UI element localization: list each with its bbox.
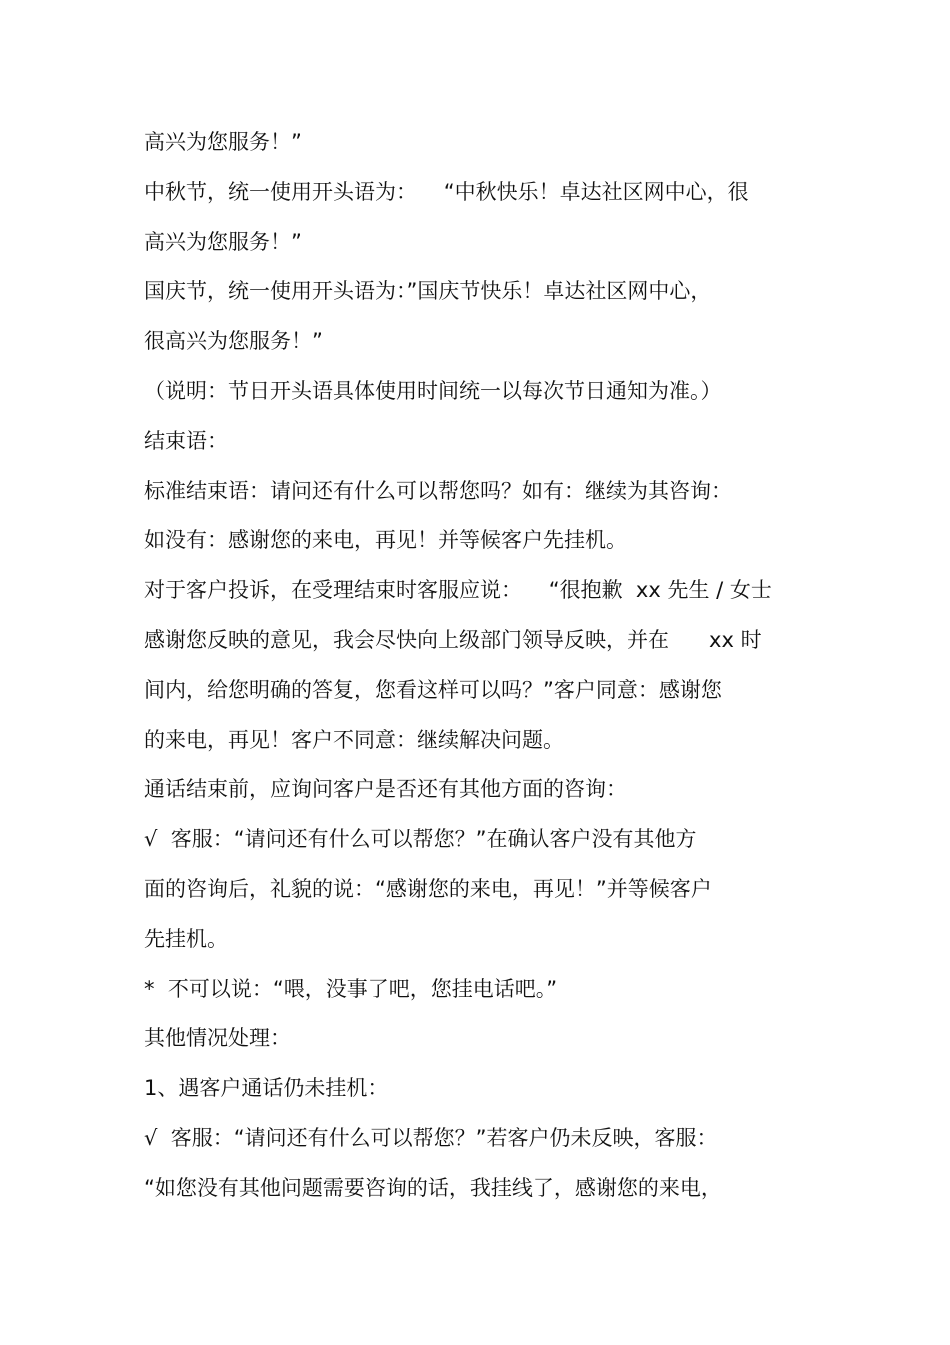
text-line: 的来电，再见！客户不同意：继续解决问题。 — [144, 727, 564, 752]
text-line: 感谢您反映的意见，我会尽快向上级部门领导反映，并在 xx 时 — [144, 627, 762, 652]
text-line: 间内，给您明确的答复，您看这样可以吗？”客户同意：感谢您 — [144, 677, 722, 702]
text-line: 标准结束语：请问还有什么可以帮您吗？如有：继续为其咨询： — [144, 478, 732, 503]
section-heading: 结束语： — [144, 428, 228, 453]
text-line: 高兴为您服务！” — [144, 130, 302, 154]
checkmark-line: √ 客服：“请问还有什么可以帮您？”在确认客户没有其他方 — [144, 827, 697, 852]
text-line: 面的咨询后，礼貌的说：“感谢您的来电，再见！”并等候客户 — [144, 876, 712, 901]
text-line: （说明：节日开头语具体使用时间统一以每次节日通知为准。） — [144, 378, 722, 403]
text-line: 如没有：感谢您的来电，再见！并等候客户先挂机。 — [144, 528, 627, 553]
asterisk-note-line: * 不可以说：“喂，没事了吧，您挂电话吧。” — [144, 976, 558, 1001]
checkmark-line: √ 客服：“请问还有什么可以帮您？”若客户仍未反映，客服： — [144, 1125, 718, 1150]
text-line: 对于客户投诉，在受理结束时客服应说： “很抱歉 xx 先生 / 女士 — [144, 578, 772, 603]
text-line: 中秋节，统一使用开头语为： “中秋快乐！卓达社区网中心，很 — [144, 179, 749, 204]
numbered-item-line: 1、遇客户通话仍未挂机： — [144, 1076, 389, 1101]
text-line: 很高兴为您服务！” — [144, 329, 323, 354]
text-line: “如您没有其他问题需要咨询的话，我挂线了，感谢您的来电， — [144, 1175, 722, 1200]
text-line: 通话结束前，应询问客户是否还有其他方面的咨询： — [144, 777, 627, 802]
section-heading: 其他情况处理： — [144, 1026, 291, 1051]
text-line: 先挂机。 — [144, 926, 228, 951]
document-body — [144, 118, 824, 1214]
text-line: 高兴为您服务！” — [144, 229, 302, 254]
text-line: 国庆节，统一使用开头语为：”国庆节快乐！卓达社区网中心， — [144, 279, 712, 304]
